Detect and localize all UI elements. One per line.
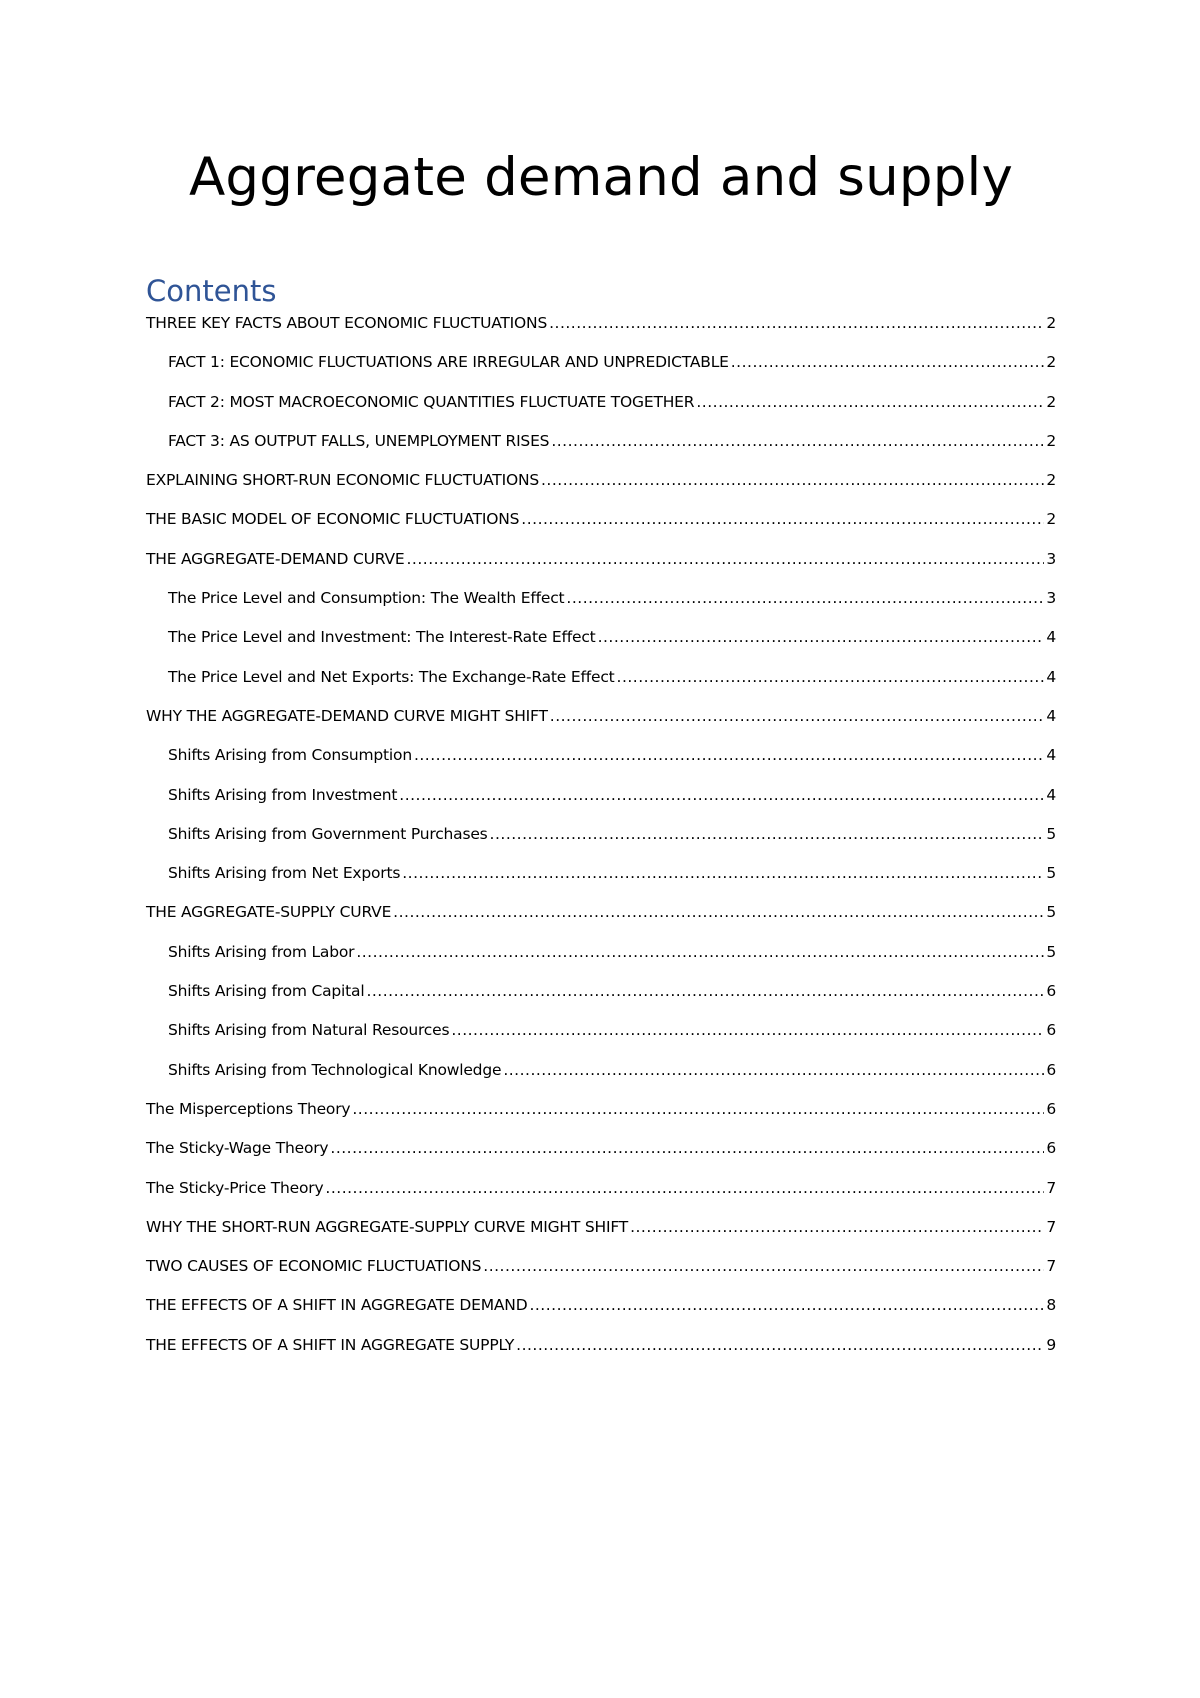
toc-page-number[interactable]: 3: [1046, 589, 1056, 608]
toc-dot-leader: [356, 941, 1044, 963]
toc-entry-title[interactable]: The Sticky-Price Theory: [146, 1178, 324, 1197]
toc-entry-title[interactable]: Shifts Arising from Government Purchases: [168, 824, 488, 843]
toc-entry-title[interactable]: Shifts Arising from Net Exports: [168, 864, 401, 883]
toc-dot-leader: [551, 430, 1044, 452]
toc-page-number[interactable]: 2: [1046, 353, 1056, 372]
toc-dot-leader: [696, 391, 1044, 413]
toc-page-number[interactable]: 4: [1046, 706, 1056, 725]
toc-entry-title[interactable]: THREE KEY FACTS ABOUT ECONOMIC FLUCTUATIONS: [146, 314, 548, 332]
toc-dot-leader: [549, 312, 1044, 334]
toc-page-number[interactable]: 4: [1046, 746, 1056, 765]
toc-entry-title[interactable]: Shifts Arising from Consumption: [168, 746, 412, 765]
toc-entry[interactable]: [146, 862, 1056, 901]
toc-page-number[interactable]: 6: [1046, 1021, 1056, 1040]
toc-entry-title[interactable]: FACT 1: ECONOMIC FLUCTUATIONS ARE IRREGULAR AND UNPREDICTABLE: [168, 353, 729, 372]
toc-dot-leader: [490, 823, 1045, 845]
toc-entry[interactable]: [146, 469, 1056, 508]
toc-entry-title[interactable]: WHY THE SHORT-RUN AGGREGATE-SUPPLY CURVE MIGHT SHIFT: [146, 1217, 629, 1236]
toc-dot-leader: [598, 626, 1045, 648]
toc-page-number[interactable]: 5: [1046, 824, 1056, 843]
toc-page-number[interactable]: 6: [1046, 1099, 1056, 1118]
toc-page-number[interactable]: 6: [1046, 982, 1056, 1001]
document-title: Aggregate demand and supply: [188, 147, 1014, 208]
toc-dot-leader: [541, 469, 1044, 491]
toc-dot-leader: [414, 744, 1044, 766]
toc-dot-leader: [529, 1294, 1044, 1316]
toc-entry-title[interactable]: The Price Level and Investment: The Interest-Rate Effect: [168, 628, 596, 647]
toc-entry-title[interactable]: THE BASIC MODEL OF ECONOMIC FLUCTUATIONS: [146, 510, 520, 529]
toc-entry[interactable]: [146, 1177, 1056, 1216]
table-of-contents: [146, 312, 1056, 1373]
toc-dot-leader: [399, 784, 1044, 806]
toc-entry[interactable]: [146, 1098, 1056, 1137]
toc-dot-leader: [550, 705, 1045, 727]
toc-entry[interactable]: [146, 666, 1056, 705]
toc-page-number[interactable]: 7: [1046, 1178, 1056, 1197]
toc-entry-title[interactable]: THE AGGREGATE-DEMAND CURVE: [146, 549, 405, 568]
toc-page-number[interactable]: 2: [1046, 392, 1056, 411]
toc-entry[interactable]: [146, 784, 1056, 823]
toc-entry[interactable]: [146, 391, 1056, 430]
toc-entry[interactable]: [146, 1255, 1056, 1294]
toc-page-number[interactable]: 7: [1046, 1257, 1056, 1276]
toc-entry[interactable]: [146, 312, 1056, 351]
toc-entry[interactable]: [146, 901, 1056, 940]
toc-entry-title[interactable]: The Price Level and Consumption: The Wealth Effect: [168, 589, 565, 608]
toc-page-number[interactable]: 4: [1046, 628, 1056, 647]
toc-dot-leader: [521, 508, 1044, 530]
toc-page-number[interactable]: 3: [1046, 549, 1056, 568]
toc-entry[interactable]: [146, 587, 1056, 626]
toc-dot-leader: [566, 587, 1044, 609]
toc-page-number[interactable]: 5: [1046, 864, 1056, 883]
toc-page-number[interactable]: 2: [1046, 314, 1056, 332]
toc-dot-leader: [731, 351, 1045, 373]
toc-dot-leader: [630, 1216, 1044, 1238]
toc-page-number[interactable]: 2: [1046, 431, 1056, 450]
toc-dot-leader: [393, 901, 1044, 923]
toc-entry-title[interactable]: Shifts Arising from Labor: [168, 942, 355, 961]
toc-entry-title[interactable]: THE AGGREGATE-SUPPLY CURVE: [146, 903, 392, 922]
toc-page-number[interactable]: 4: [1046, 785, 1056, 804]
toc-entry-title[interactable]: THE EFFECTS OF A SHIFT IN AGGREGATE SUPPLY: [146, 1335, 515, 1354]
toc-entry-title[interactable]: The Misperceptions Theory: [146, 1099, 351, 1118]
toc-entry[interactable]: [146, 980, 1056, 1019]
toc-entry-title[interactable]: The Sticky-Wage Theory: [146, 1139, 329, 1158]
toc-entry[interactable]: [146, 941, 1056, 980]
toc-page-number[interactable]: 2: [1046, 510, 1056, 529]
toc-entry[interactable]: [146, 823, 1056, 862]
toc-page-number[interactable]: 7: [1046, 1217, 1056, 1236]
toc-dot-leader: [330, 1137, 1044, 1159]
toc-page-number[interactable]: 5: [1046, 903, 1056, 922]
toc-entry-title[interactable]: FACT 3: AS OUTPUT FALLS, UNEMPLOYMENT RISES: [168, 431, 550, 450]
toc-dot-leader: [406, 548, 1044, 570]
toc-entry[interactable]: [146, 1059, 1056, 1098]
toc-entry[interactable]: [146, 430, 1056, 469]
toc-entry[interactable]: [146, 744, 1056, 783]
toc-entry-title[interactable]: Shifts Arising from Technological Knowledge: [168, 1060, 502, 1079]
toc-page-number[interactable]: 4: [1046, 667, 1056, 686]
toc-entry-title[interactable]: THE EFFECTS OF A SHIFT IN AGGREGATE DEMAND: [146, 1296, 528, 1315]
toc-dot-leader: [617, 666, 1045, 688]
toc-page-number[interactable]: 2: [1046, 471, 1056, 490]
toc-page-number[interactable]: 5: [1046, 942, 1056, 961]
toc-entry-title[interactable]: TWO CAUSES OF ECONOMIC FLUCTUATIONS: [146, 1257, 482, 1276]
toc-page-number[interactable]: 6: [1046, 1060, 1056, 1079]
toc-heading: Contents: [146, 274, 277, 308]
toc-entry-title[interactable]: FACT 2: MOST MACROECONOMIC QUANTITIES FLUCTUATE TOGETHER: [168, 392, 695, 411]
toc-dot-leader: [325, 1177, 1044, 1199]
toc-entry[interactable]: [146, 1216, 1056, 1255]
toc-entry-title[interactable]: WHY THE AGGREGATE-DEMAND CURVE MIGHT SHIFT: [146, 706, 548, 725]
toc-entry[interactable]: [146, 1334, 1056, 1373]
toc-dot-leader: [516, 1334, 1044, 1356]
toc-entry[interactable]: [146, 705, 1056, 744]
toc-entry[interactable]: [146, 508, 1056, 547]
toc-dot-leader: [352, 1098, 1044, 1120]
toc-page-number[interactable]: 6: [1046, 1139, 1056, 1158]
toc-entry[interactable]: [146, 1137, 1056, 1176]
toc-entry-title[interactable]: Shifts Arising from Natural Resources: [168, 1021, 450, 1040]
toc-entry-title[interactable]: Shifts Arising from Investment: [168, 785, 398, 804]
toc-entry[interactable]: [146, 548, 1056, 587]
toc-entry[interactable]: [146, 1019, 1056, 1058]
toc-entry-title[interactable]: Shifts Arising from Capital: [168, 982, 365, 1001]
toc-entry[interactable]: [146, 626, 1056, 665]
toc-page-number[interactable]: 8: [1046, 1296, 1056, 1315]
toc-dot-leader: [503, 1059, 1044, 1081]
toc-entry-title[interactable]: EXPLAINING SHORT-RUN ECONOMIC FLUCTUATIONS: [146, 471, 539, 490]
toc-page-number[interactable]: 9: [1046, 1335, 1056, 1354]
toc-entry[interactable]: [146, 1294, 1056, 1333]
toc-entry-title[interactable]: The Price Level and Net Exports: The Exchange-Rate Effect: [168, 667, 615, 686]
toc-dot-leader: [366, 980, 1044, 1002]
toc-dot-leader: [451, 1019, 1044, 1041]
toc-dot-leader: [483, 1255, 1044, 1277]
toc-entry[interactable]: [146, 351, 1056, 390]
toc-dot-leader: [402, 862, 1044, 884]
